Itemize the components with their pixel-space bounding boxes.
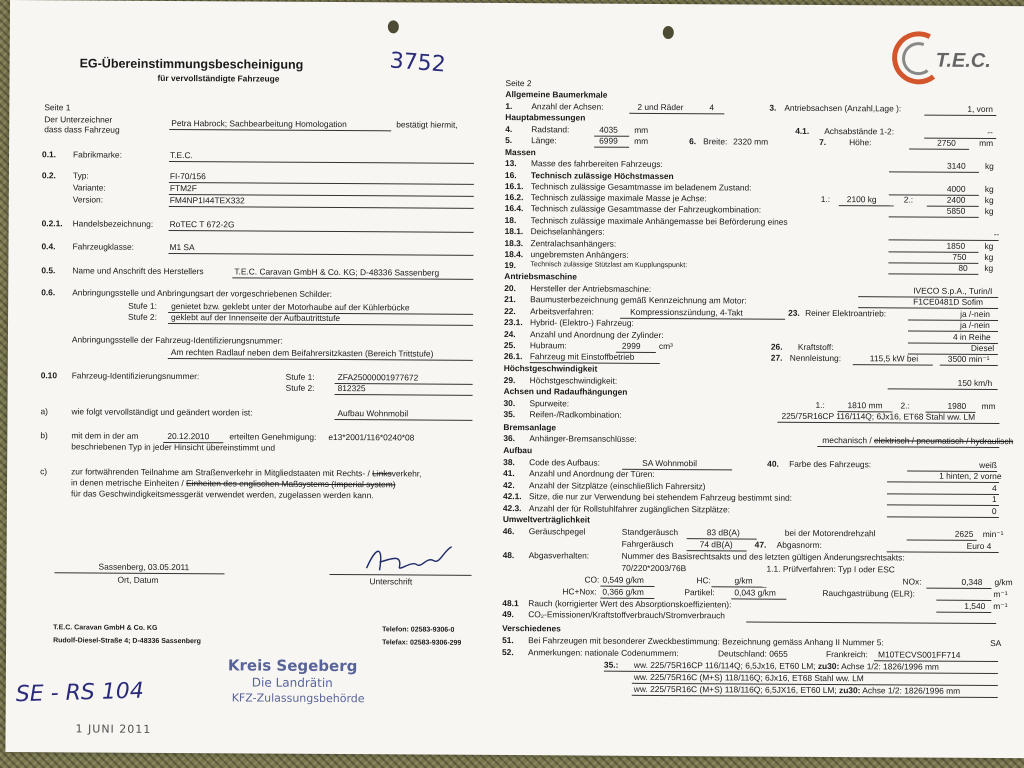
length-label: Länge: (531, 135, 557, 146)
displacement-value: 2999 (621, 340, 641, 351)
displacement-label: Hubraum: (529, 340, 567, 351)
manufacturer-value: T.E.C. Caravan GmbH & Co. KG; D-48336 Sassenberg (234, 266, 440, 278)
height-value: 2750 (937, 137, 956, 148)
special-purpose-label: Bei Fahrzeugen mit besonderer Zweckbestimmung: Bezeichnung gemäss Anhang II Nummer 5: (528, 635, 884, 648)
unit: kg (984, 251, 994, 263)
document-title: EG-Übereinstimmungsbescheinigung (79, 56, 304, 72)
drive-axles-value: 1, vorn (967, 103, 993, 115)
kerb-mass-value: 3140 (946, 160, 966, 171)
smoke-label: Rauch (korrigierter Wert des Absorptionskoeffizienten): (528, 598, 732, 610)
axle-1-label: 1.: (815, 399, 825, 410)
field-number: 16. (504, 170, 517, 181)
section-heading: Umweltverträglichkeit (502, 514, 590, 525)
stamp-date: 1 JUNI 2011 (75, 722, 152, 736)
stage2-value: geklebt auf der Innenseite der Aufbautrittstufe (171, 311, 341, 324)
exhaust-label: Abgasverhalten: (528, 550, 590, 561)
drive-by-noise-label: Fahrgeräusch (621, 538, 674, 550)
particulate-value: 0,043 g/km (734, 587, 776, 598)
field-number: 22. (504, 306, 516, 317)
field-number: 0.2. (41, 170, 56, 181)
field-number: 21. (504, 294, 516, 305)
emission-standard-label: Abgasnorm: (776, 539, 822, 550)
plate-location-label: Anbringungsstelle und Anbringungsart der vorgeschriebenen Schilder: (72, 287, 333, 299)
handwritten-reference: SE - RS 104 (15, 678, 145, 708)
nox-label: NOx: (902, 576, 922, 587)
axles-label: Anzahl der Achsen: (531, 101, 604, 112)
trade-name-label: Handelsbezeichnung: (72, 218, 154, 229)
field-number: 40. (767, 458, 779, 469)
variant-value: FTM2F (169, 182, 197, 194)
section-heading: Massen (505, 147, 536, 158)
unit: cm³ (658, 340, 673, 352)
unit: m⁻¹ (993, 601, 1008, 612)
smoke-value: 1,540 (964, 600, 986, 611)
stationary-noise-label: Standgeräusch (621, 526, 679, 538)
field-number: 16.1. (504, 181, 524, 192)
traffic-text-line2: in denen metrische Einheiten / Einheiten des englischen Maßsystems (Imperial system) (71, 477, 396, 490)
signatory-name: Petra Habrock; Sachbearbeitung Homologation (171, 117, 347, 130)
field-number: 41. (503, 468, 515, 479)
length-value: 6999 (599, 135, 618, 146)
vin-label: Fahrzeug-Identifizierungsnummer: (71, 370, 200, 382)
section-heading: Bremsanlage (503, 422, 557, 433)
engine-speed-label: bei der Motorendrehzahl (784, 527, 876, 539)
field-number: 18. (504, 215, 517, 226)
electric-drive-value: ja /-nein (960, 308, 990, 319)
certificate-document (5, 0, 1024, 758)
unit: kg (984, 240, 994, 252)
track-width-label: Spurweite: (529, 398, 570, 409)
engine-code-label: Baumusterbezeichnung gemäß Kennzeichnung am Motor: (530, 294, 747, 306)
section-heading: Allgemeine Baumerkmale (505, 89, 608, 100)
emission-standard-value: Euro 4 (966, 540, 992, 552)
gross-mass-label: Technisch zulässige Gesamtmasse im beladenem Zustand: (530, 181, 752, 193)
field-number: 18.3. (504, 238, 524, 249)
fuel-value: Diesel (970, 342, 995, 354)
vin-stage2-value: 812325 (337, 383, 366, 394)
hc-nox-value: 0,366 g/km (602, 586, 644, 597)
kerb-mass-label: Masse des fahrbereiten Fahrzeugs: (530, 158, 663, 169)
field-number: 20. (504, 283, 516, 294)
variant-label: Variante: (72, 182, 106, 193)
field-number: 0.6. (41, 287, 56, 298)
wheelchair-seats-label: Anzahl der für Rollstuhlfahrer zugänglichen Sitzplätze: (528, 503, 731, 515)
rated-power-value: 115,5 kW bei (869, 353, 919, 364)
handwritten-number: 3752 (388, 48, 447, 78)
type-label: Typ: (72, 170, 89, 181)
unit: mm (634, 135, 649, 146)
cylinders-value: 4 in Reihe (952, 331, 991, 342)
make-label: Fabrikmarke: (73, 149, 122, 160)
width-value: 2320 mm (733, 136, 769, 147)
unbraked-trailer-value: 750 (952, 251, 967, 262)
field-number: 42. (503, 480, 515, 491)
trade-name-value: RoTEC T 672-2G (169, 218, 235, 230)
section-heading: Achsen und Radaufhängungen (503, 386, 628, 397)
field-number: 42.3. (502, 503, 522, 514)
field-number: 0.2.1. (41, 218, 63, 229)
version-label: Version: (72, 194, 104, 205)
field-number: 7. (819, 136, 827, 147)
wheelchair-seats-value: 0 (991, 506, 997, 517)
nox-value: 0,348 (961, 576, 983, 587)
field-number: 42.1. (502, 491, 522, 502)
axle-2-label: 2.: (903, 194, 914, 205)
field-number: 4. (505, 124, 513, 135)
axle-mass-label: Technisch zulässige maximale Masse je Achse: (530, 192, 707, 204)
seats-value: 4 (992, 483, 997, 494)
drawbar-trailer-label: Deichselanhängers: (530, 226, 605, 237)
place-date-label: Ort, Datum (117, 574, 159, 585)
field-number: 48.1 (502, 598, 519, 609)
field-number: 13. (504, 158, 517, 169)
special-purpose-value: SA (990, 637, 1002, 649)
unit: min⁻¹ (982, 528, 1004, 540)
field-number: 18.4. (504, 249, 524, 260)
wheelbase-value: 4035 (599, 124, 618, 135)
field-number: 38. (503, 457, 515, 468)
tyre-alt-line1: ww. 225/75R16CP 116/114Q; 6,5Jx16, ET60 LM; zu30: Achse 1/2: 1826/1996 mm (633, 659, 939, 672)
height-label: Höhe: (849, 137, 872, 148)
max-speed-label: Höchstgeschwindigkeit: (529, 375, 618, 386)
type-value: FI-70/156 (169, 170, 206, 182)
unit: mm (634, 124, 649, 135)
noise-label: Geräuschpegel (528, 526, 586, 537)
combination-mass-value: 5850 (946, 205, 966, 216)
manufacturer-label: Name und Anschrift des Herstellers (72, 265, 204, 277)
section-heading: Verschiedenes (502, 623, 561, 634)
field-number: 36. (503, 433, 516, 444)
completion-label: wie folgt vervollständigt und geändert worden ist: (71, 406, 253, 418)
field-number: 18.1. (504, 226, 524, 237)
field-number: 46. (502, 526, 515, 537)
punch-hole (663, 26, 674, 39)
axle-spacing-label: Achsabstände 1-2: (824, 125, 895, 137)
axle-1-mass: 2100 kg (846, 194, 877, 205)
standing-seats-value: 1 (991, 494, 997, 505)
field-number: 3. (769, 102, 777, 113)
signature-label: Unterschrift (369, 576, 413, 587)
approval-text-2: erteilten Genehmigung: (229, 431, 317, 442)
field-number: 48. (502, 550, 515, 561)
item-letter: a) (40, 406, 48, 417)
section-heading: Höchstgeschwindigkeit (503, 363, 598, 374)
tyre-alt-line3: ww. 225/75R16C (M+S) 118/116Q; 6,5JX16, ET60 LM; zu30: Achse 1/2: 1826/1996 mm (633, 683, 961, 696)
field-number: 4.1. (795, 125, 810, 136)
field-number: 16.2. (504, 192, 524, 203)
support-load-value: 80 (958, 262, 968, 273)
vehicle-class-value: M1 SA (169, 241, 195, 253)
traffic-text-line1: zur fortwährenden Teilnahme am Straßenverkehr in Mitgliedstaaten mit Rechts- / Linksverkehr, (71, 466, 422, 479)
axle-1-label: 1.: (820, 193, 831, 205)
track-axle-1: 1810 mm (847, 400, 883, 411)
tyre-alt-line2: ww. 225/75R16C (M+S) 118/116Q; 6Jx16, ET68 Stahl ww. LM (633, 671, 864, 684)
gross-mass-value: 4000 (946, 183, 966, 194)
hc-nox-label: HC+Nox: (562, 586, 597, 597)
field-number: 51. (502, 635, 514, 646)
section-heading: Aufbau (503, 445, 533, 456)
france-code-value: M10TECVS001FF714 (877, 649, 961, 660)
field-number: 35.: (603, 659, 619, 670)
stage1-value: genietet bzw. geklebt unter der Motorhaube auf der Kühlerbücke (171, 300, 410, 313)
stamp-line2: Die Landrätin (251, 675, 333, 690)
hybrid-label: Hybrid- (Elektro-) Fahrzeug: (530, 317, 634, 328)
field-number: 6. (689, 136, 697, 147)
stage1-label: Stufe 1: (128, 300, 158, 311)
footer-fax: Telefax: 02583-9306-299 (382, 639, 462, 647)
unit: g/km (994, 577, 1013, 588)
field-number: 26. (770, 341, 783, 352)
signatory-label-2: dass dass Fahrzeug (44, 124, 120, 135)
seats-label: Anzahl der Sitzplätze (einschließlich Fahrersitz) (529, 480, 706, 492)
co-label: CO: (584, 574, 600, 585)
electric-drive-label: Reiner Elektroantrieb: (805, 307, 887, 319)
test-procedure: 1.1. Prüfverfahren: Typ I oder ESC (766, 563, 895, 575)
field-number: 35. (503, 409, 516, 420)
item-letter: c) (40, 466, 48, 477)
unbraked-trailer-label: ungebremsten Anhängers: (530, 249, 629, 260)
section-heading: Antriebsmaschine (504, 271, 577, 282)
co-value: 0,549 g/km (602, 574, 644, 585)
towing-mass-label: Technisch zulässige maximale Anhängemasse bei Beförderung eines (530, 215, 788, 227)
trailer-brake-label: Anhänger-Bremsanschlüsse: (529, 433, 637, 444)
vin-location-value: Am rechten Radlauf neben dem Beifahrersitzkasten (Bereich Trittstufe) (170, 346, 434, 359)
engine-maker-value: IVECO S.p.A., Turin/I (913, 285, 993, 297)
field-number: 25. (503, 340, 516, 351)
unit: mm (979, 137, 994, 149)
unit: kg (984, 194, 994, 206)
germany-code: Deutschland: 0655 (717, 648, 788, 659)
width-label: Breite: (703, 136, 728, 147)
stamp-line3: KFZ-Zulassungsbehörde (231, 691, 365, 706)
field-number: 0.5. (41, 265, 56, 276)
field-number: 30. (503, 398, 516, 409)
rated-power-rpm: 3500 min⁻¹ (947, 353, 990, 364)
document-subtitle: für vervollständigte Fahrzeuge (157, 72, 280, 84)
colour-value: weiß (979, 459, 997, 471)
approval-text-3: beschriebenen Typ in jeder Hinsicht übereinstimmt und (71, 441, 276, 453)
field-number: 23.1. (504, 317, 523, 328)
remarks-label: Anmerkungen: nationale Codenummern: (527, 647, 679, 659)
rated-power-label: Nennleistung: (789, 352, 842, 364)
working-principle-label: Arbeitsverfahren: (530, 306, 594, 317)
wheels-value: 4 (709, 102, 715, 113)
unit: kg (984, 262, 994, 274)
legal-act-value: 70/220*2003/76B (621, 562, 687, 574)
field-number: 1. (505, 101, 513, 112)
field-number: 49. (502, 609, 514, 620)
wheelbase-label: Radstand: (531, 124, 570, 135)
make-value: T.E.C. (170, 149, 193, 161)
support-load-label: Technisch zulässige Stützlast am Kupplungspunkt: (530, 261, 688, 270)
page-label: Seite 1 (44, 102, 71, 113)
footer-address: Rudolf-Diesel-Straße 4; D-48336 Sassenberg (53, 637, 201, 646)
center-axle-trailer-value: 1850 (946, 240, 966, 251)
traffic-text-line3: für das Geschwindigkeitsmessgerät verwendet werden, zugelassen werden kann. (70, 488, 374, 501)
field-number: 0.1. (42, 149, 57, 160)
drive-axles-label: Antriebsachsen (Anzahl,Lage ): (784, 102, 902, 114)
place-date-value: Sassenberg, 03.05.2011 (98, 561, 190, 573)
approval-date: 20.12.2010 (167, 430, 210, 442)
stationary-noise-value: 83 dB(A) (706, 527, 740, 538)
tyre-combo-label: Reifen-/Radkombination: (529, 409, 622, 420)
unit: m⁻¹ (993, 589, 1008, 600)
logo-text: T.E.C. (935, 49, 991, 72)
unit: kg (984, 160, 994, 172)
working-principle-value: Kompressionszündung, 4-Takt (630, 306, 743, 318)
body-code-value: SA Wohnmobil (642, 457, 697, 469)
track-axle-2: 1980 (947, 400, 967, 411)
cylinders-label: Anzahl und Anordnung der Zylinder: (529, 329, 664, 340)
approval-text: mit dem in der am (71, 430, 139, 441)
section-heading: Hauptabmessungen (505, 112, 586, 123)
vin-stage2-label: Stufe 2: (285, 382, 315, 393)
doors-value: 1 hinten, 2 vorne (939, 470, 1002, 482)
combination-mass-label: Technisch zulässige Gesamtmasse der Fahrzeugkombination: (530, 203, 762, 215)
trailer-brake-value: mechanisch / elektrisch / pneumatisch / hydraulisch (822, 434, 1014, 447)
engine-maker-label: Hersteller der Antriebsmaschine: (530, 283, 652, 294)
page-label-2: Seite 2 (505, 78, 532, 89)
tyre-combo-value: 225/75R16CP 116/114Q; 6Jx16, ET68 Stahl ww. LM (781, 410, 976, 422)
field-number: 23. (788, 307, 800, 318)
field-number: 26.1. (503, 351, 523, 362)
particulate-label: Partikel: (684, 587, 715, 598)
axle-spacing-value: -- (987, 126, 993, 138)
vehicle-class-label: Fahrzeugklasse: (72, 241, 134, 252)
field-number: 0.10 (40, 370, 58, 381)
co2-label: CO₂-Emissionen/Kraftstoffverbrauch/Stromverbrauch (528, 609, 726, 621)
center-axle-trailer-label: Zentralachsanhängers: (530, 238, 617, 249)
field-number: 16.4. (504, 203, 524, 214)
field-number: 29. (503, 375, 516, 386)
mono-fuel-label: Fahrzeug mit Einstoffbetrieb (529, 351, 635, 362)
standing-seats-label: Sitze, die nur zur Verwendung bei stehendem Fahrzeug bestimmt sind: (528, 491, 793, 503)
body-code-label: Code des Aufbaus: (529, 457, 600, 468)
axles-value: 2 und Räder (637, 101, 684, 113)
tec-logo-icon (889, 30, 1019, 86)
legal-act-label: Nummer des Basisrechtsakts und des letzten gültigen Änderungsrechtsakts: (621, 550, 905, 563)
footer-company: T.E.C. Caravan GmbH & Co. KG (53, 624, 158, 632)
confirms-label: bestätigt hiermit, (396, 119, 458, 130)
field-number: 27. (770, 352, 783, 363)
version-value: FM4NP1I44TEX332 (169, 194, 245, 206)
france-code-label: Frankreich: (825, 648, 868, 660)
signature-scribble (361, 540, 456, 579)
stage2-label: Stufe 2: (128, 311, 157, 322)
field-number: 47. (754, 539, 767, 550)
punch-hole (388, 20, 399, 33)
signatory-label: Der Unterzeichner (44, 114, 113, 125)
hc-label: HC: (696, 575, 711, 586)
engine-speed-value: 2625 (954, 528, 974, 539)
footer-phone: Telefon: 02583-9306-0 (382, 626, 455, 634)
vin-location-label: Anbringungsstelle der Fahrzeug-Identifizierungsnummer: (71, 334, 283, 346)
axle-2-label: 2.: (900, 400, 910, 411)
vin-stage1-value: ZFA25000001977672 (337, 372, 419, 383)
completion-value: Aufbau Wohnmobil (337, 408, 409, 419)
field-number: 52. (501, 647, 514, 658)
approval-number: e13*2001/116*0240*08 (328, 431, 415, 443)
stamp-line1: Kreis Segeberg (227, 656, 358, 676)
axle-2-mass: 2400 (946, 194, 966, 205)
max-speed-value: 150 km/h (957, 377, 993, 389)
unit: kg (984, 205, 994, 217)
unit: mm (981, 400, 996, 412)
item-letter: b) (40, 430, 48, 441)
drawbar-trailer-value: -- (993, 229, 1000, 240)
max-mass-heading: Technisch zulässige Höchstmassen (530, 170, 674, 182)
engine-code-value: F1CE0481D Sofim (913, 296, 984, 307)
field-number: 0.4. (41, 241, 56, 252)
drive-by-noise-value: 74 dB(A) (699, 539, 733, 550)
field-number: 5. (505, 135, 513, 146)
unit: kg (984, 183, 994, 195)
field-number: 24. (503, 329, 516, 340)
hc-value: g/km (734, 575, 753, 586)
doors-label: Anzahl und Anordnung der Türen: (529, 468, 655, 479)
fuel-label: Kraftstoff: (797, 341, 834, 353)
elr-label: Rauchgastrübung (ELR): (822, 587, 916, 599)
colour-label: Farbe des Fahrzeugs: (789, 458, 872, 470)
hybrid-value: ja /-nein (960, 319, 990, 330)
vin-stage1-label: Stufe 1: (285, 371, 315, 382)
field-number: 19. (504, 260, 517, 271)
